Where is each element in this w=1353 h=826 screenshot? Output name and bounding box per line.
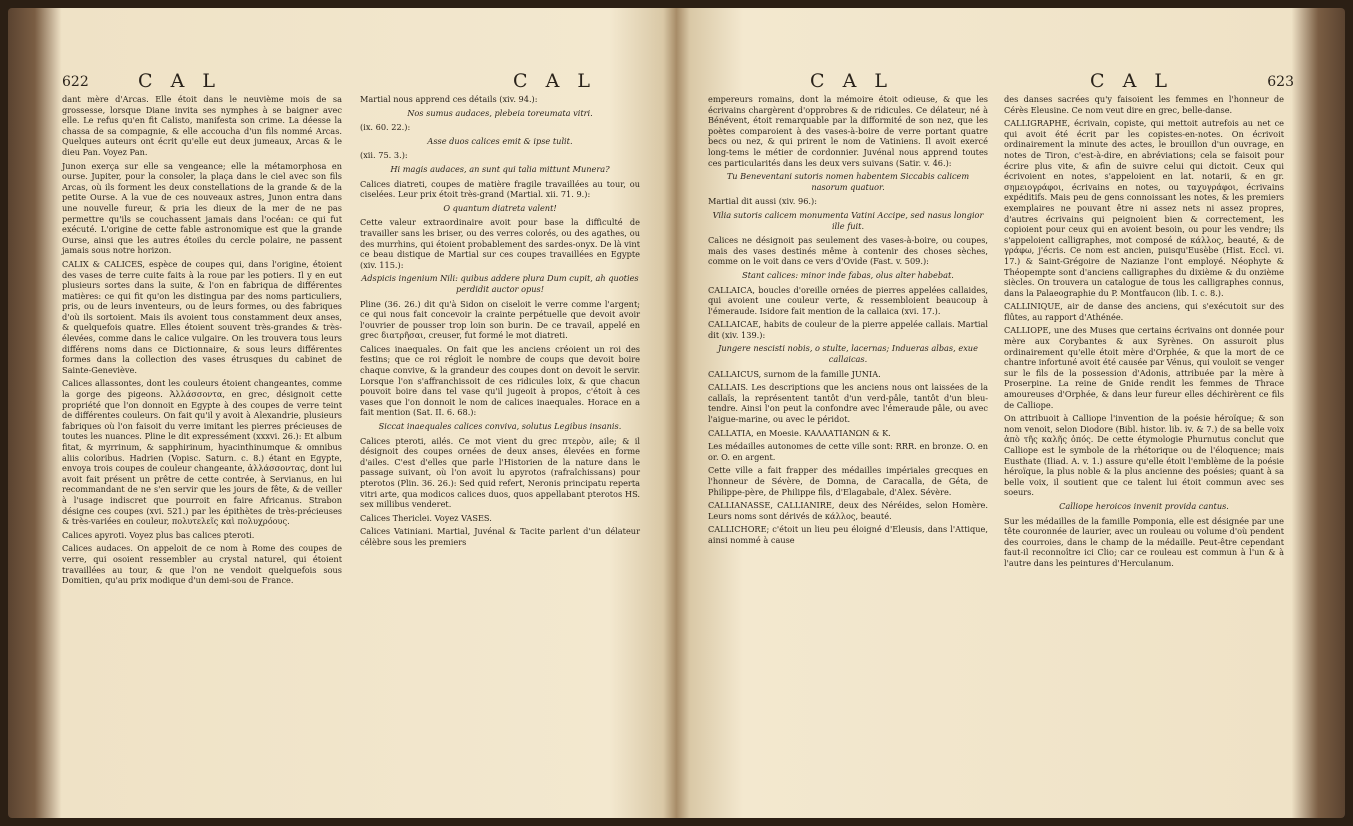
open-book (8, 8, 1345, 818)
paragraph: Calices Vatiniani. Martial, Juvénal & Tacite parlent d'un délateur célèbre sous les premiers (360, 526, 640, 547)
right-page-column-2 (1004, 94, 1284, 572)
verse-quote: Calliope heroicos invenit provida cantus. (1059, 500, 1229, 511)
paragraph: CALLATIA, en Moesie. ΚΑΛΛΑΤΙΑΝΩΝ & K. (708, 427, 891, 438)
paragraph: Calices apyroti. Voyez plus bas calices pteroti. (62, 529, 255, 540)
paragraph: Cette valeur extraordinaire avoit pour base la difficulté de travailler sans les briser, ou des verres colorés, ou des agathes, ou des murrhins, qui étoient probablement des sardes-onyx. De là vint ce beau distique de Martial sur ces coupes travaillées en Egypte (xiv. 115.): (360, 217, 640, 270)
paragraph: Cette ville a fait frapper des médailles impériales grecques en l'honneur de Sévère, de Domna, de Caracalla, de Géta, de Philippe-père, de Philippe fils, d'Elagabale, d'Alex. Sévère. (708, 465, 988, 497)
verse-quote: Adspicis ingenium Nili: quibus addere plura Dum cupit, ah quoties perdidit auctor opus! (361, 273, 639, 294)
paragraph: Junon exerça sur elle sa vengeance; elle la métamorphosa en ourse. Jupiter, pour la consoler, la plaça dans le ciel avec son fils Arcas, où ils forment les deux constellations de la grande & de la petite Ourse. A la vue de ces nouveaux astres, Junon entra dans une nouvelle fureur, & pria les dieux de la mer de ne pas permettre qu'ils se couchassent jamais dans l'océan: ce qui fut exécuté. L'origine de cette fable astronomique est que la grande Ourse, ainsi que les autres étoiles du cercle polaire, ne passent jamais sous notre horizon. (62, 160, 342, 256)
paragraph: CALIX & CALICES, espèce de coupes qui, dans l'origine, étoient des vases de terre cuite faits à la roue par les potiers. Il y en eut plusieurs sortes dans la suite, & l'on en fabriqua de différentes matières: ce qui fit qu'on les distingua par des noms particuliers, pris, ou de leurs inventeurs, ou de leurs formes, ou des fabriques d'où ils sortoient. Mais ils avoient tous constamment deux anses, & quelquefois quatre. Elles étoient souvent très-grandes & très-élevées, comme dans le calice vulgaire. On les trouvera tous leurs différens noms dans ce Dictionnaire, & sous leurs différentes formes dans la collection des vases étrusques du cabinet de Sainte-Geneviève. (62, 258, 342, 375)
paragraph: CALLAICAE, habits de couleur de la pierre appelée callais. Martial dit (xiv. 139.): (708, 319, 988, 340)
paragraph: CALLIOPE, une des Muses que certains écrivains ont donnée pour mère aux Corybantes & aux Syrènes. On assuroit plus ordinairement qu'elle étoit mère d'Orphée, & que la mort de ce chantre infortuné avoit été causée par Vénus, qui vouloit se venger sur le fils de la possession d'Adonis, attribuée par la mère à Proserpine. La reine de Gnide rendit les femmes de Thrace amoureuses d'Orphée, & dans leur fureur elles déchirèrent ce fils de Calliope. (1004, 325, 1284, 410)
paragraph: Calices audaces. On appeloit de ce nom à Rome des coupes de verre, qui osoient ressembler au crystal naturel, qui étoient travaillées au tour, & que l'on ne vendoit quelquefois sous Domitien, qu'au prix modique d'un demi-sou de France. (62, 543, 342, 586)
verse-quote: Stant calices: minor inde fabas, olus alter habebat. (742, 269, 954, 280)
paragraph: Calices Thericlei. Voyez VASES. (360, 512, 492, 523)
paragraph: Les médailles autonomes de cette ville sont: RRR. en bronze. O. en or. O. en argent. (708, 441, 988, 462)
verse-quote: Nos sumus audaces, plebeia toreumata vitri. (407, 107, 593, 118)
verse-quote: O quantum diatreta valent! (443, 202, 557, 213)
paragraph: CALLIGRAPHE, écrivain, copiste, qui mettoit autrefois au net ce qui avoit été écrit par les copistes-en-notes. On écrivoit ordinairement la minute des actes, le brouillon d'un ouvrage, en notes de Tiron, c'est-à-dire, en abréviations; cela se faisoit pour écrire plus vite, & afin de suivre celui qui dictoit. Ceux qui écrivoient en notes, s'appeloient en lat. notarii, & en gr. σημειογράφοι, écrivains en notes, ou ταχυγράφοι, écrivains expéditifs. Mais peu de gens connoissant les notes, & les premiers exemplaires ne pouvant être ni assez nets ni assez propres, d'autres écrivains qui peignoient bien & correctement, les copioient pour ceux qui en avoient besoin, ou pour les vendre; ils s'appeloient calligraphes, mot composé de κάλλος, beauté, & de γράφω, j'écris. Ce nom est ancien, puisqu'Eusèbe (Hist. Eccl. vi. 17.) & Saint-Grégoire de Nazianze l'ont employé. Néophyte & Théopempte sont d'anciens calligraphes du dixième & du onzième siècles. On trouvera un catalogue de tous les calligraphes connus, dans la Palaeographie du P. Montfaucon (lib. I. c. 8.). (1004, 118, 1284, 298)
paragraph: Calices allassontes, dont les couleurs étoient changeantes, comme la gorge des pigeons. Ἀλλάσσοντα, en grec, désignoit cette propriété que l'on donnoit en Egypte à des coupes de verre teint de différentes couleurs. On fait qu'il y avoit à Alexandrie, plusieurs fabriques où l'on faisoit du verre imitant les pierres précieuses de toutes les nuances. Pline le dit expressément (xxxvi. 26.): Et album fitat, & myrrinum, & sapphirinum, hyacinthinumque & omnibus aliis coloribus. Hadrien (Vopisc. Saturn. c. 8.) étant en Egypte, envoya trois coupes de couleur changeante, ἀλλάσσοντας, dont lui avoit fait présent un prêtre de cette contrée, à Servianus, en lui recommandant de ne s'en servir que les jours de fête, & de veiller à l'usage indiscret que pourroit en faire Africanus. Strabon désigne ces coupes (xvi. 521.) par les épithètes de très-précieuses & très-variées en couleur, πολυτελεῖς καὶ πολυχρόους. (62, 378, 342, 527)
verse-quote: Siccat inaequales calices conviva, solutus Legibus insanis. (378, 421, 622, 432)
right-page (698, 8, 1298, 818)
page-number-left: 622 (62, 74, 89, 90)
running-head-left-col1: C A L (138, 70, 221, 92)
paragraph: CALLICHORE; c'étoit un lieu peu éloigné d'Eleusis, dans l'Attique, ainsi nommé à cause (708, 524, 988, 545)
paragraph: CALLAICUS, surnom de la famille JUNIA. (708, 368, 881, 379)
paragraph: Calices diatreti, coupes de matière fragile travaillées au tour, ou ciselées. Leur prix étoit très-grand (Martial. xii. 71. 9.): (360, 178, 640, 200)
paragraph: Calices pteroti, ailés. Ce mot vient du grec πτερὸν, aile; & il désignoit des coupes ornées de deux anses, élevées en forme d'ailes. C'est d'elles que parle l'Historien de la nature dans le passage suivant, où l'on avoit lu apyrotos (rafraîchissans) pour pterotos (Plin. 36. 26.): Sed quid refert, Neronis principatu reperta vitri arte, qua modicos calices duos, quos appellabant pterotos HS. sex millibus venderet. (360, 435, 640, 510)
left-page-column-2 (360, 94, 640, 551)
paragraph: Calices inaequales. On fait que les anciens créoient un roi des festins; que ce roi régloit le nombre de coups que devoit boire chaque convive, & la grandeur des coupes dont on devoit le servir. Lorsque l'on s'affranchissoit de ces ridicules loix, & que chacun pouvoit boire dans tel vase qu'il jugeoit à propos, c'étoit à ces vases que l'on donnoit le nom de calices inaequales. Horace en a fait mention (Sat. II. 6. 68.): (360, 343, 640, 418)
page-number-right: 623 (1267, 74, 1294, 90)
running-head-right-col1: C A L (810, 70, 893, 92)
right-page-column-1 (708, 94, 988, 549)
running-head-left-col2: C A L (513, 70, 596, 92)
reference: Martial dit aussi (xiv. 96.): (708, 196, 817, 207)
paragraph: CALLINIQUE, air de danse des anciens, qui s'exécutoit sur des flûtes, au rapport d'Athénée. (1004, 301, 1284, 322)
left-page-column-1 (62, 94, 342, 589)
paragraph: empereurs romains, dont la mémoire étoit odieuse, & que les écrivains chargèrent d'opprobres & de ridicules. Ce délateur, né à Bénévent, étoit remarquable par la difformité de son nez, que les poètes comparoient à des vases-à-boire de verre portant quatre becs ou nez, & qui prirent le nom de Vatiniens. Il avoit exercé long-tems le métier de cordonnier. Juvénal nous apprend toutes ces particularités dans les deux vers suivans (Satir. v. 46.): (708, 94, 988, 168)
paragraph: CALLIANASSE, CALLIANIRE, deux des Néréides, selon Homère. Leurs noms sont dérivés de κάλλος, beauté. (708, 500, 988, 521)
paragraph: Sur les médailles de la famille Pomponia, elle est désignée par une tête couronnée de laurier, avec un rouleau ou volume d'où pendent des courroies, dans le champ de la médaille. Peut-être cependant faut-il reconnoître ici Clio; car ce rouleau est commun à l'un & à l'autre dans les peintures d'Herculanum. (1004, 515, 1284, 568)
paragraph: Calices ne désignoit pas seulement des vases-à-boire, ou coupes, mais des vases destinés même à contenir des choses sèches, comme on le voit dans ce vers d'Ovide (Fast. v. 509.): (708, 235, 988, 267)
paragraph: Martial nous apprend ces détails (xiv. 94.): (360, 94, 538, 104)
left-page-header (58, 70, 668, 92)
paragraph: des danses sacrées qu'y faisoient les femmes en l'honneur de Cérès Eleusine. Ce nom veut dire en grec, belle-danse. (1004, 94, 1284, 115)
reference: (ix. 60. 22.): (360, 122, 411, 133)
right-page-header (698, 70, 1298, 92)
paragraph: On attribuoit à Calliope l'invention de la poésie héroïque; & son nom venoit, selon Diodore (Bibl. histor. lib. iv. & 7.) de sa belle voix ἀπὸ τῆς καλῆς ὀπός. De cette étymologie Phurnutus conclut que Calliope est le symbole de la rhétorique ou de l'éloquence; mais Eusthate (Iliad. A. v. 1.) assure qu'elle étoit l'emblème de la poésie héroïque, la plus noble & la plus ancienne des poésies; quant à sa belle voix, il soutient que ce talent lui étoit commun avec ses soeurs. (1004, 413, 1284, 498)
verse-quote: Jungere nescisti nobis, o stulte, lacernas; Indueras albas, exue callaicas. (718, 343, 978, 365)
paragraph: CALLAICA, boucles d'oreille ornées de pierres appelées callaides, qui avoient une couleur verte, & ressembloient beaucoup à l'émeraude. Isidore fait mention de la callaica (xvi. 17.). (708, 284, 988, 316)
verse-quote: Hi magis audaces, an sunt qui talia mittunt Munera? (390, 163, 610, 174)
left-page (58, 8, 668, 818)
reference: (xii. 75. 3.): (360, 150, 408, 161)
running-head-right-col2: C A L (1090, 70, 1173, 92)
paragraph: CALLAIS. Les descriptions que les anciens nous ont laissées de la callaïs, la représentent tantôt d'un verd-pâle, tantôt d'un bleu-tendre. Ainsi l'on peut la confondre avec l'émeraude pâle, ou avec l'aigue-marine, ou avec le péridot. (708, 382, 988, 425)
verse-quote: Vilia sutoris calicem monumenta Vatini Accipe, sed nasus longior ille fuit. (712, 209, 984, 231)
verse-quote: Asse duos calices emit & ipse tulit. (427, 135, 573, 146)
verse-quote: Tu Beneventani sutoris nomen habentem Siccabis calicem nasorum quatuor. (726, 171, 970, 192)
paragraph: dant mère d'Arcas. Elle étoit dans le neuvième mois de sa grossesse, lorsque Diane invita ses nymphes à se baigner avec elle. Le refus qu'en fit Calisto, manifesta son crime. La déesse la chassa de sa compagnie, & elle accoucha d'un fils nommé Arcas. Quelques auteurs ont écrit qu'elle eut deux jumeaux, Arcas & le dieu Pan. Voyez Pan. (62, 94, 342, 157)
paragraph: Pline (36. 26.) dit qu'à Sidon on ciseloit le verre comme l'argent; ce qui nous fait concevoir la crainte perpétuelle que devoit avoir l'ouvrier de pousser trop loin son burin. De ce travail, appelé en grec διατρῆσαι, creuser, fut formé le mot diatreti. (360, 298, 640, 341)
